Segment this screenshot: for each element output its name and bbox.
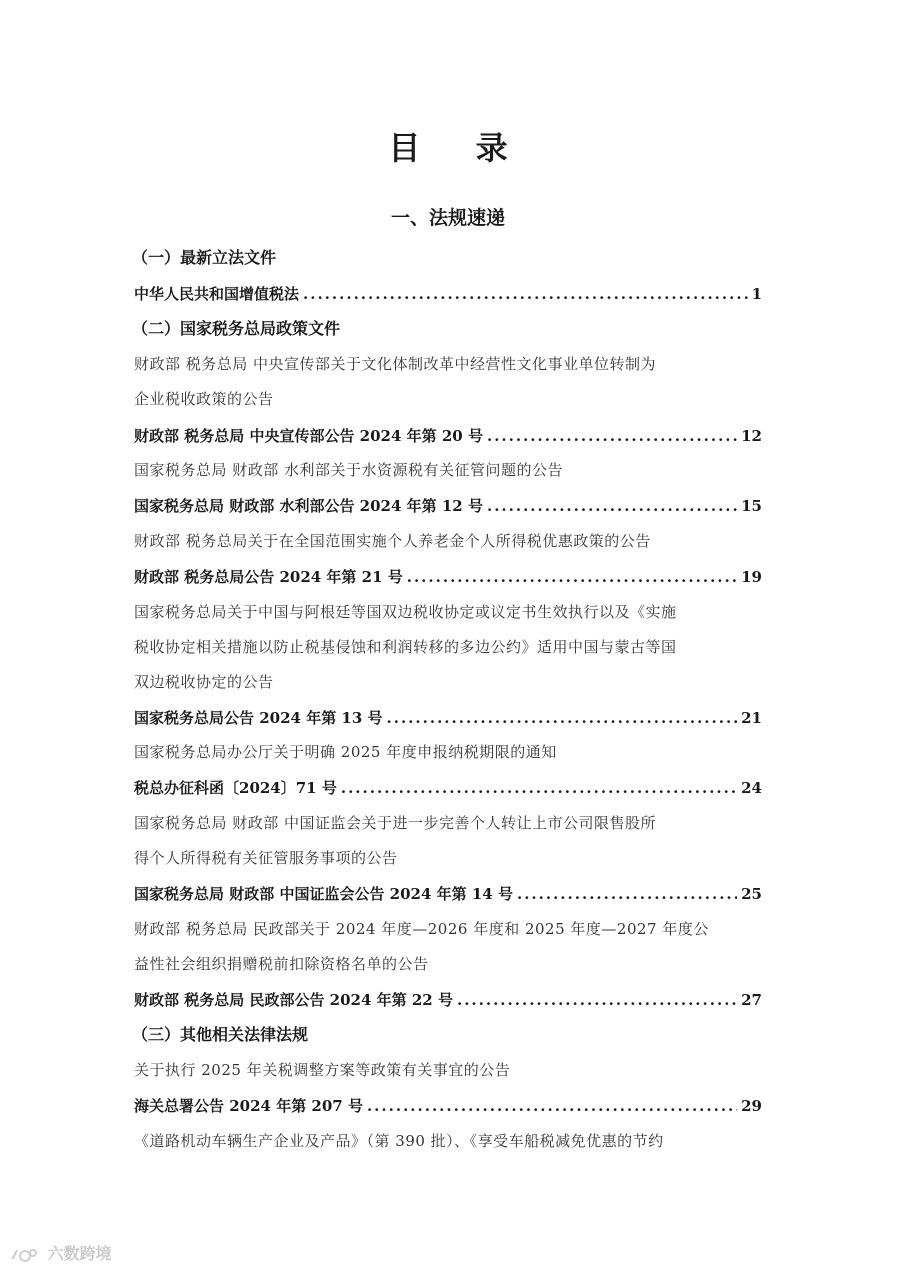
toc-description: 益性社会组织捐赠税前扣除资格名单的公告: [134, 955, 429, 973]
section-heading: 一、法规速递: [390, 207, 505, 229]
toc-entry-page: 27: [741, 991, 762, 1009]
dot-leader: [457, 984, 737, 1016]
toc-description: 国家税务总局关于中国与阿根廷等国双边税收协定或议定书生效执行以及《实施: [134, 603, 677, 621]
toc-description: 财政部 税务总局 民政部关于 2024 年度—2026 年度和 2025 年度—2027 年度公: [134, 920, 709, 938]
toc-entry-page: 21: [741, 709, 762, 727]
toc-entry-title: 财政部 税务总局 民政部公告 2024 年第 22 号: [134, 991, 453, 1009]
toc-entry-title: 中华人民共和国增值税法: [134, 285, 300, 303]
toc-description: 《道路机动车辆生产企业及产品》（第 390 批）、《享受车船税减免优惠的节约: [134, 1132, 664, 1150]
dot-leader: [517, 878, 737, 910]
toc-description: 双边税收协定的公告: [134, 673, 274, 691]
toc-entry[interactable]: [134, 702, 762, 734]
watermark-text: 六数跨境: [47, 1244, 112, 1263]
toc-description: 财政部 税务总局关于在全国范围实施个人养老金个人所得税优惠政策的公告: [134, 532, 651, 550]
toc-entry-page: 25: [741, 885, 762, 903]
toc-entry[interactable]: [134, 878, 762, 910]
toc-entry[interactable]: [134, 490, 762, 522]
toc-entry[interactable]: [134, 278, 762, 310]
toc-entry[interactable]: [134, 1090, 762, 1122]
toc-entry-title: 国家税务总局 财政部 中国证监会公告 2024 年第 14 号: [134, 885, 513, 903]
subsection-heading: （三）其他相关法律法规: [132, 1025, 309, 1044]
brand-logo-icon: [8, 1247, 38, 1263]
subsection-heading: （一）最新立法文件: [132, 248, 277, 267]
toc-entry-title: 财政部 税务总局公告 2024 年第 21 号: [134, 568, 403, 586]
toc-entry-title: 国家税务总局公告 2024 年第 13 号: [134, 709, 383, 727]
dot-leader: [387, 702, 738, 734]
toc-entry-page: 19: [741, 568, 762, 586]
toc-description: 企业税收政策的公告: [134, 390, 274, 408]
toc-entry-page: 12: [741, 427, 762, 445]
toc-description: 国家税务总局 财政部 水利部关于水资源税有关征管问题的公告: [134, 461, 564, 479]
toc-description: 税收协定相关措施以防止税基侵蚀和利润转移的多边公约》适用中国与蒙古等国: [134, 638, 677, 656]
dot-leader: [487, 490, 737, 522]
watermark: [8, 1241, 112, 1267]
toc-entry-title: 海关总署公告 2024 年第 207 号: [134, 1097, 363, 1115]
dot-leader: [341, 772, 737, 804]
dot-leader: [367, 1090, 737, 1122]
page-title: 目 录: [388, 129, 530, 167]
toc-entry[interactable]: [134, 420, 762, 452]
toc-description: 国家税务总局 财政部 中国证监会关于进一步完善个人转让上市公司限售股所: [134, 814, 657, 832]
toc-entry-title: 财政部 税务总局 中央宣传部公告 2024 年第 20 号: [134, 427, 483, 445]
toc-description: 得个人所得税有关征管服务事项的公告: [134, 849, 398, 867]
toc-entry-page: 1: [751, 285, 762, 303]
dot-leader: [487, 420, 737, 452]
toc-entry-page: 24: [741, 779, 762, 797]
toc-entry-title: 国家税务总局 财政部 水利部公告 2024 年第 12 号: [134, 497, 483, 515]
dot-leader: [303, 278, 748, 310]
toc-description: 财政部 税务总局 中央宣传部关于文化体制改革中经营性文化事业单位转制为: [134, 355, 657, 373]
toc-entry[interactable]: [134, 561, 762, 593]
toc-entry-page: 15: [741, 497, 762, 515]
toc-description: 关于执行 2025 年关税调整方案等政策有关事宜的公告: [134, 1061, 511, 1079]
toc-description: 国家税务总局办公厅关于明确 2025 年度申报纳税期限的通知: [134, 743, 557, 761]
toc-entry[interactable]: [134, 772, 762, 804]
subsection-heading: （二）国家税务总局政策文件: [132, 319, 341, 338]
toc-entry-page: 29: [741, 1097, 762, 1115]
toc-entry-title: 税总办征科函〔2024〕71 号: [134, 779, 337, 797]
dot-leader: [407, 561, 737, 593]
toc-entry[interactable]: [134, 984, 762, 1016]
